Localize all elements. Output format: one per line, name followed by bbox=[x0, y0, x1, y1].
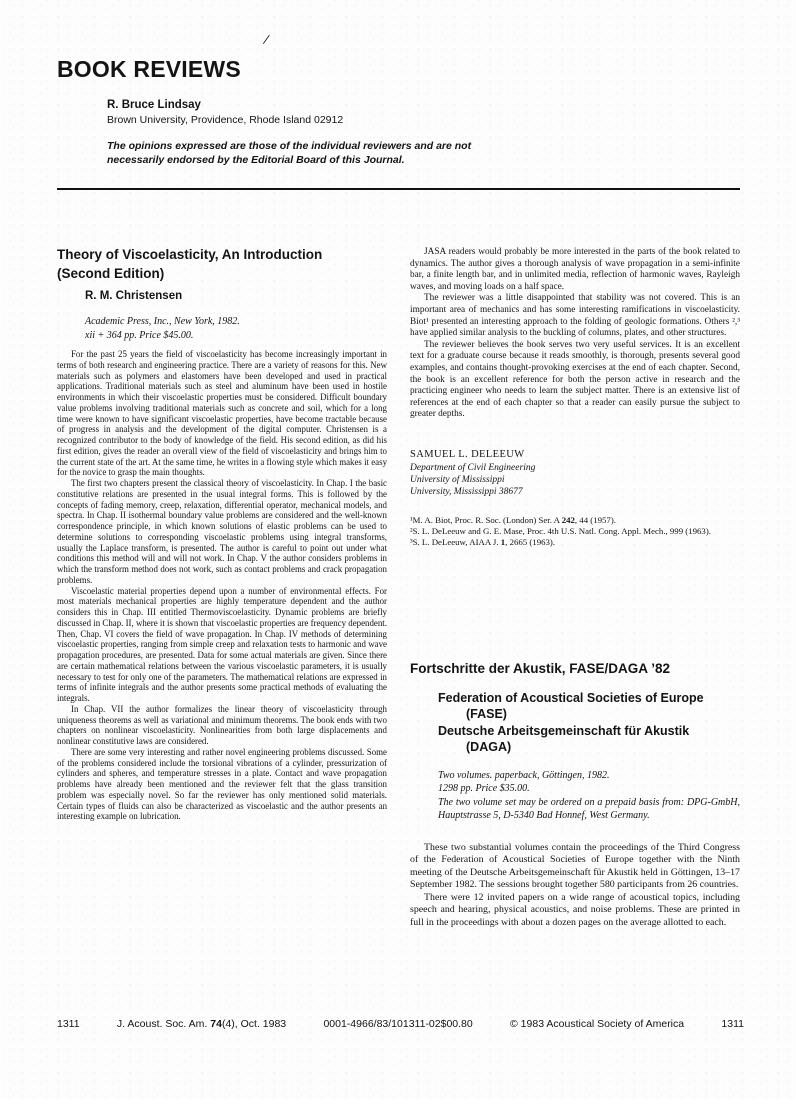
imprint-line: 1298 pp. Price $35.00. bbox=[438, 783, 530, 795]
paragraph: The reviewer believes the book serves two very useful services. It is an excellent text for a graduate course because it reads smoothly, is thorough, presents several good examples, and contains thought-provoking exercises at the end of each chapter. Second, the book is an excellent reference for both the person active in research and the practicing engineer who needs to learn the subject matter. There is an extensive list of references at the end of each chapter so that a reader can easily pursue the subject to greater depths. bbox=[410, 339, 740, 420]
disclaimer-line: The opinions expressed are those of the individual reviewers and are not bbox=[107, 140, 472, 152]
page-number-left: 1311 bbox=[57, 1018, 80, 1030]
reviewer-affiliation-line: University of Mississippi bbox=[410, 474, 505, 485]
review-1-body-right bbox=[410, 247, 740, 421]
paragraph: These two substantial volumes contain the proceedings of the Third Congress of the Federation of Acoustical Societies of Europe together with the Ninth meeting of the Deutsche Arbeitsgemeinschaft für Akustik held in Göttingen, 13–17 September 1982. The sessions brought together 580 participants from 26 countries. bbox=[410, 841, 740, 891]
paragraph: For the past 25 years the field of viscoelasticity has become increasingly important in terms of both research and engineering practice. There are a variety of reasons for this. New materials such as polymers and elastomers have been developed and used in practical applications. Traditional materials such as steel and aluminum have been used in hostile environments in which their viscoelastic properties must be considered. Difficult boundary value problems involving traditional materials such as concrete and soil, which for a long time were known to have significant viscoelastic properties, have become tractable because of progress in analysis and the development of the digital computer. Christensen is a recognized contributor to the body of knowledge of the field. His second edition, as did his first edition, gives the reader an overall view of the field of viscoelasticity and brings him to the current state of the art. At the same time, he writes in a flowing style which makes it easy for the novice to grasp the main thoughts. bbox=[57, 349, 388, 478]
footnote-text: , 44 (1957). bbox=[574, 514, 616, 525]
left-column bbox=[57, 245, 387, 929]
footnote-volume: 1 bbox=[500, 537, 506, 548]
imprint-line: Two volumes. paperback, Göttingen, 1982. bbox=[438, 769, 610, 781]
review-title-line: Theory of Viscoelasticity, An Introduction bbox=[57, 247, 323, 262]
scan-artifact-mark: / bbox=[263, 32, 269, 49]
review-1-title bbox=[57, 245, 387, 283]
footnote bbox=[410, 537, 740, 548]
author-org-name: Federation of Acoustical Societies of Europe bbox=[438, 690, 704, 705]
footnote-text: ¹M. A. Biot, Proc. R. Soc. (London) Ser. A bbox=[410, 514, 562, 525]
author-org-name: Deutsche Arbeitsgemeinschaft für Akustik bbox=[438, 723, 690, 738]
review-2-title: Fortschritte der Akustik, FASE/DAGA ’82 bbox=[410, 660, 671, 676]
reviewer-affiliation-line: University, Mississippi 38677 bbox=[410, 486, 523, 497]
journal-citation-text: J. Acoust. Soc. Am. bbox=[116, 1018, 211, 1030]
journal-volume: 74 bbox=[210, 1018, 222, 1030]
review-1-imprint bbox=[85, 315, 387, 342]
review-2-body bbox=[410, 842, 740, 930]
paragraph: Viscoelastic material properties depend upon a number of environmental effects. For most materials mechanical properties are highly temperature dependent and the author considers this in Chap. III entitled Thermoviscoelasticity. Dynamic problems are briefly discussed in Chap. II, where it is shown that viscoelastic properties are frequency dependent. Then, Chap. VI covers the field of wave propagation. In Chap. IV methods of determining viscoelastic properties, ranging from simple creep and relaxation tests to harmonic and wave propagation procedures, are presented. Data for some actual materials are given. Since there are certain mathematical relations between the various viscoelastic parameters, it is usually necessary to test for only one of the parameters. The mathematical relations are expressed in terms of infinite integrals and the author presents some practical methods of evaluating the integrals. bbox=[57, 585, 387, 703]
footnote-volume: 242 bbox=[561, 514, 575, 525]
review-title-line: (Second Edition) bbox=[57, 266, 165, 281]
page-number-right: 1311 bbox=[721, 1018, 744, 1030]
page-footer bbox=[57, 1018, 744, 1030]
footnote-text: ³S. L. DeLeeuw, AIAA J. bbox=[410, 537, 501, 548]
footnotes bbox=[410, 515, 740, 549]
paragraph: The first two chapters present the classical theory of viscoelasticity. In Chap. I the basic constitutive relations are presented in the usual integral forms. This is followed by the concepts of fading memory, creep, relaxation, differential operator, mechanical models, and spectra. In Chap. II isothermal boundary value problems are considered and the well-known correspondence principle, in which known solutions of elastic problems can be used to determine solutions to corresponding viscoelastic problems using integral transforms, usually the Laplace transform, is presented. The author is careful to point out under what conditions this method will and will not work. In Chap. V the author considers problems in which the transform method does not work, such as contact problems and crack propagation problems. bbox=[57, 478, 387, 585]
reviewer-affiliation-line: Department of Civil Engineering bbox=[410, 462, 536, 473]
journal-citation bbox=[117, 1018, 286, 1030]
imprint-line: The two volume set may be ordered on a prepaid basis from: DPG-GmbH, Hauptstrasse 5, D-5340 Bad Honnef, West Germany. bbox=[438, 796, 740, 822]
footnote bbox=[410, 526, 740, 537]
footnote-text: , 2665 (1963). bbox=[505, 537, 556, 548]
paragraph: There are some very interesting and rather novel engineering problems discussed. Some of the problems considered include the torsional vibrations of a cylinder, pressurization of cylinders and spheres, and temperature stresses in a plate. Contact and wave propagation problems have already been mentioned and the reviewer felt that the glass transition problem was especially novel. So far the reviewer has only mentioned solid materials. Certain types of fluids can also be characterized as viscoelastic and the author presents an interesting example on lubrication. bbox=[57, 746, 387, 822]
paragraph: In Chap. VII the author formalizes the linear theory of viscoelasticity through uniqueness theorems as well as variational and minimum theorems. The book ends with two chapters on nonlinear viscoelasticity. Nonlinearities from both large displacements and nonlinear constitutive laws are considered. bbox=[57, 703, 387, 746]
reviewer-signature bbox=[410, 448, 740, 498]
editor-name: R. Bruce Lindsay bbox=[107, 99, 201, 111]
page-title: BOOK REVIEWS bbox=[57, 56, 241, 82]
editor-affiliation: Brown University, Providence, Rhode Island 02912 bbox=[107, 114, 344, 126]
paragraph: There were 12 invited papers on a wide range of acoustical topics, including speech and hearing, physical acoustics, and noise problems. These are printed in full in the proceedings with about a dozen pages on the average allotted to each. bbox=[410, 891, 740, 928]
two-column-body bbox=[57, 245, 740, 929]
review-2 bbox=[410, 659, 740, 930]
review-2-authors bbox=[410, 690, 740, 756]
editor-block bbox=[107, 98, 740, 167]
journal-citation-text: (4), Oct. 1983 bbox=[221, 1018, 287, 1030]
reviewer-name: SAMUEL L. DELEEUW bbox=[410, 448, 525, 460]
page-header bbox=[57, 56, 740, 167]
footnote bbox=[410, 515, 740, 526]
article-code: 0001-4966/83/101311-02$00.80 bbox=[323, 1018, 473, 1030]
copyright-notice: © 1983 Acoustical Society of America bbox=[510, 1018, 685, 1030]
review-1-body-left bbox=[57, 349, 387, 822]
disclaimer bbox=[107, 140, 740, 167]
right-column bbox=[410, 245, 740, 929]
review-1-author: R. M. Christensen bbox=[85, 290, 183, 302]
header-rule bbox=[57, 188, 740, 190]
review-2-imprint bbox=[438, 769, 740, 823]
author-org-abbrev: (FASE) bbox=[466, 707, 507, 722]
paragraph: The reviewer was a little disappointed that stability was not covered. This is an important area of mechanics and has some interesting ramifications in viscoelasticity. Biot¹ presented an interesting approach to the folding of geologic formations. Others ²,³ have applied similar analysis to the buckling of columns, plates, and other structures. bbox=[410, 293, 740, 339]
footnote-text: ²S. L. DeLeeuw and G. E. Mase, Proc. 4th U.S. Natl. Cong. Appl. Mech., 999 (1963). bbox=[410, 526, 711, 537]
paragraph: JASA readers would probably be more interested in the parts of the book related to dynamics. The author gives a thorough analysis of wave propagation in a semi-infinite bar, a finite length bar, and in unlimited media, reflection of harmonic waves, Rayleigh waves, and moving loads on a half space. bbox=[410, 247, 740, 292]
imprint-line: Academic Press, Inc., New York, 1982. bbox=[85, 316, 240, 327]
author-org-abbrev: (DAGA) bbox=[466, 740, 512, 755]
imprint-line: xii + 364 pp. Price $45.00. bbox=[85, 329, 194, 341]
disclaimer-line: necessarily endorsed by the Editorial Board of this Journal. bbox=[107, 153, 405, 166]
